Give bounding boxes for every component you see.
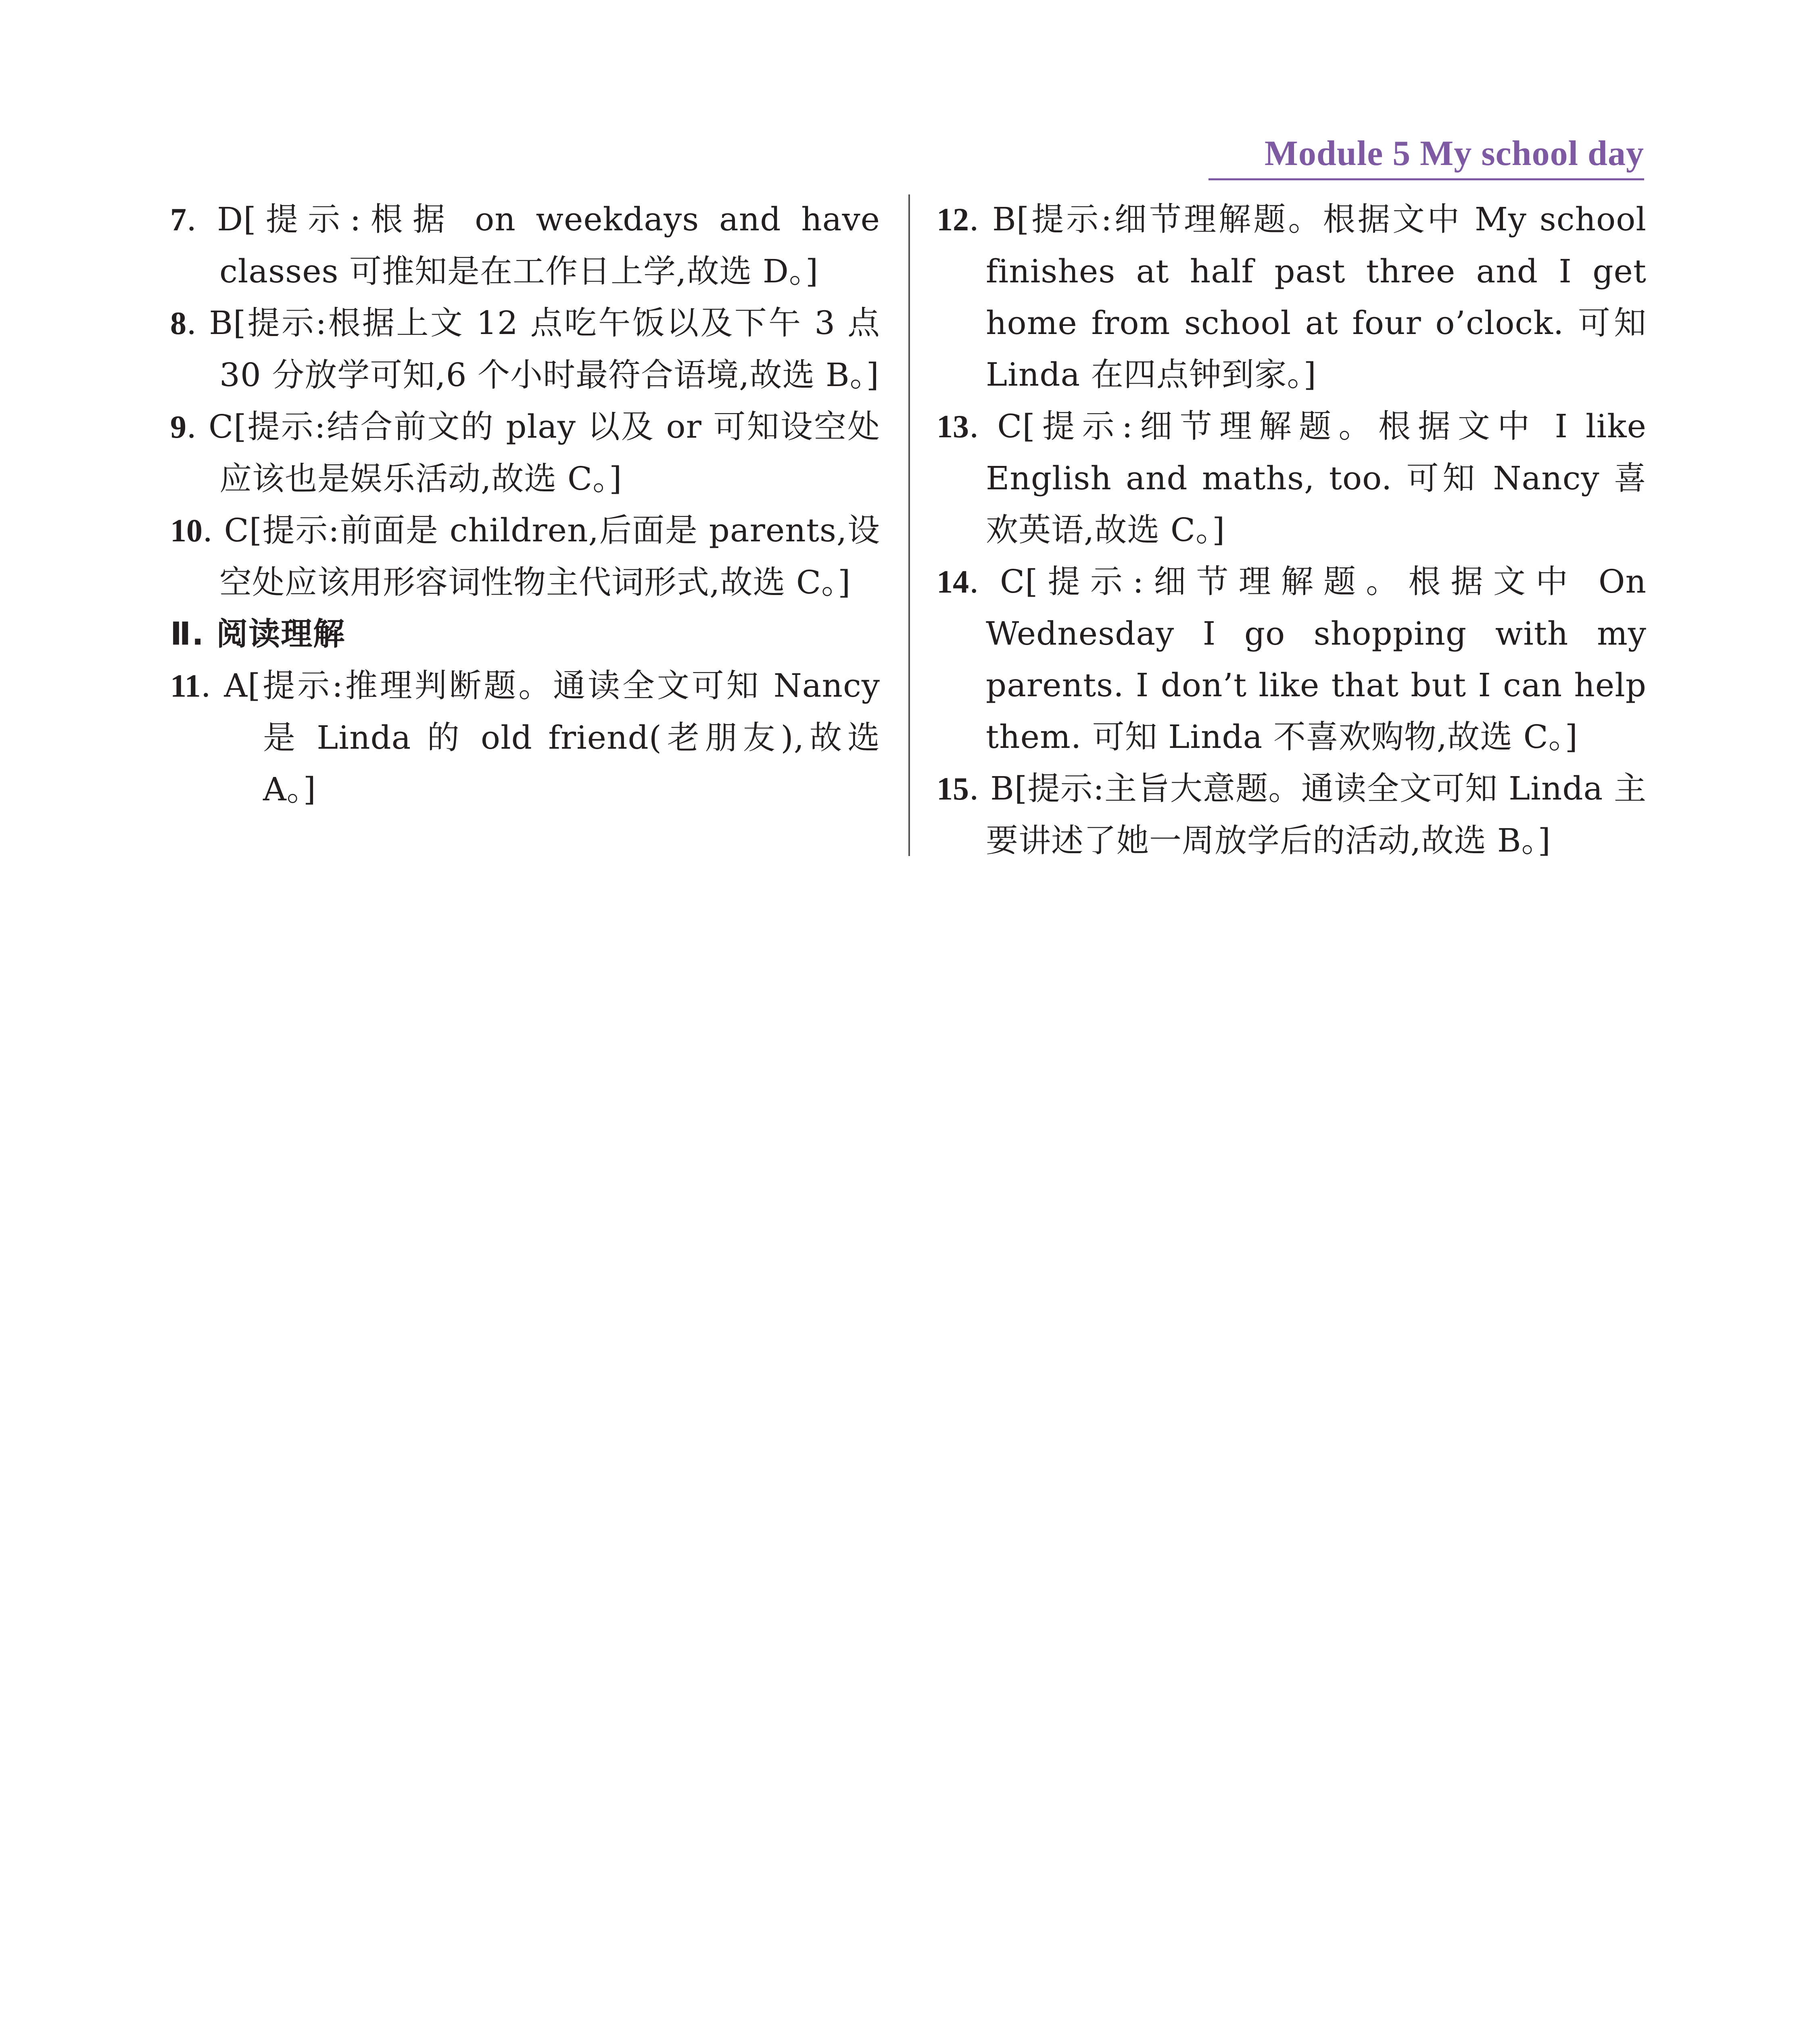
- column-divider: [908, 194, 910, 856]
- item-number: 9: [170, 409, 186, 445]
- answer-item-8: [170, 297, 880, 401]
- answer-item-10: [170, 505, 880, 608]
- item-number: 14: [937, 564, 969, 600]
- answer-item-12: [937, 194, 1647, 401]
- page-header-title: Module 5 My school day: [1264, 134, 1644, 173]
- answer-item-14: [937, 556, 1647, 763]
- answer-item-15: [937, 763, 1647, 867]
- item-number: 8: [170, 306, 186, 341]
- item-number: 15: [937, 771, 969, 807]
- item-text: . B[提示:主旨大意题。通读全文可知 Linda 主要讲述了她一周放学后的活动,故选 B。]: [969, 770, 1647, 859]
- answer-item-11: [170, 660, 880, 815]
- item-text: . C[提示:细节理解题。根据文中 On Wednesday I go shopping with my parents. I don’t like that but I can help them. 可知 Linda 不喜欢购物,故选 C。]: [969, 563, 1647, 756]
- item-text: . C[提示:前面是 children,后面是 parents,设空处应该用形容词性物主代词形式,故选 C。]: [202, 512, 880, 601]
- answer-item-9: [170, 401, 880, 505]
- item-number: 11: [170, 668, 201, 704]
- left-column: [170, 194, 880, 815]
- item-number: 13: [937, 409, 969, 445]
- right-column: [937, 194, 1647, 867]
- item-number: 10: [170, 513, 202, 549]
- item-number: 7: [170, 202, 186, 238]
- item-text: . B[提示:根据上文 12 点吃午饭以及下午 3 点 30 分放学可知,6 个小时最符合语境,故选 B。]: [186, 304, 880, 394]
- item-text: . A[提示:推理判断题。通读全文可知 Nancy 是 Linda 的 old friend(老朋友),故选 A。]: [200, 667, 880, 808]
- header-rule: [1208, 178, 1644, 180]
- section-heading-reading: Ⅱ. 阅读理解: [170, 616, 346, 652]
- item-text: . B[提示:细节理解题。根据文中 My school finishes at half past three and I get home from school at four o’clock. 可知 Linda 在四点钟到家。]: [969, 200, 1647, 393]
- item-text: . C[提示:细节理解题。根据文中 I like English and maths, too. 可知 Nancy 喜欢英语,故选 C。]: [969, 407, 1647, 549]
- item-text: . C[提示:结合前文的 play 以及 or 可知设空处应该也是娱乐活动,故选 C。]: [186, 408, 880, 497]
- item-number: 12: [937, 202, 969, 238]
- item-text: . D[提示:根据 on weekdays and have classes 可推知是在工作日上学,故选 D。]: [186, 200, 880, 290]
- answer-item-13: [937, 401, 1647, 556]
- answer-item-7: [170, 194, 880, 297]
